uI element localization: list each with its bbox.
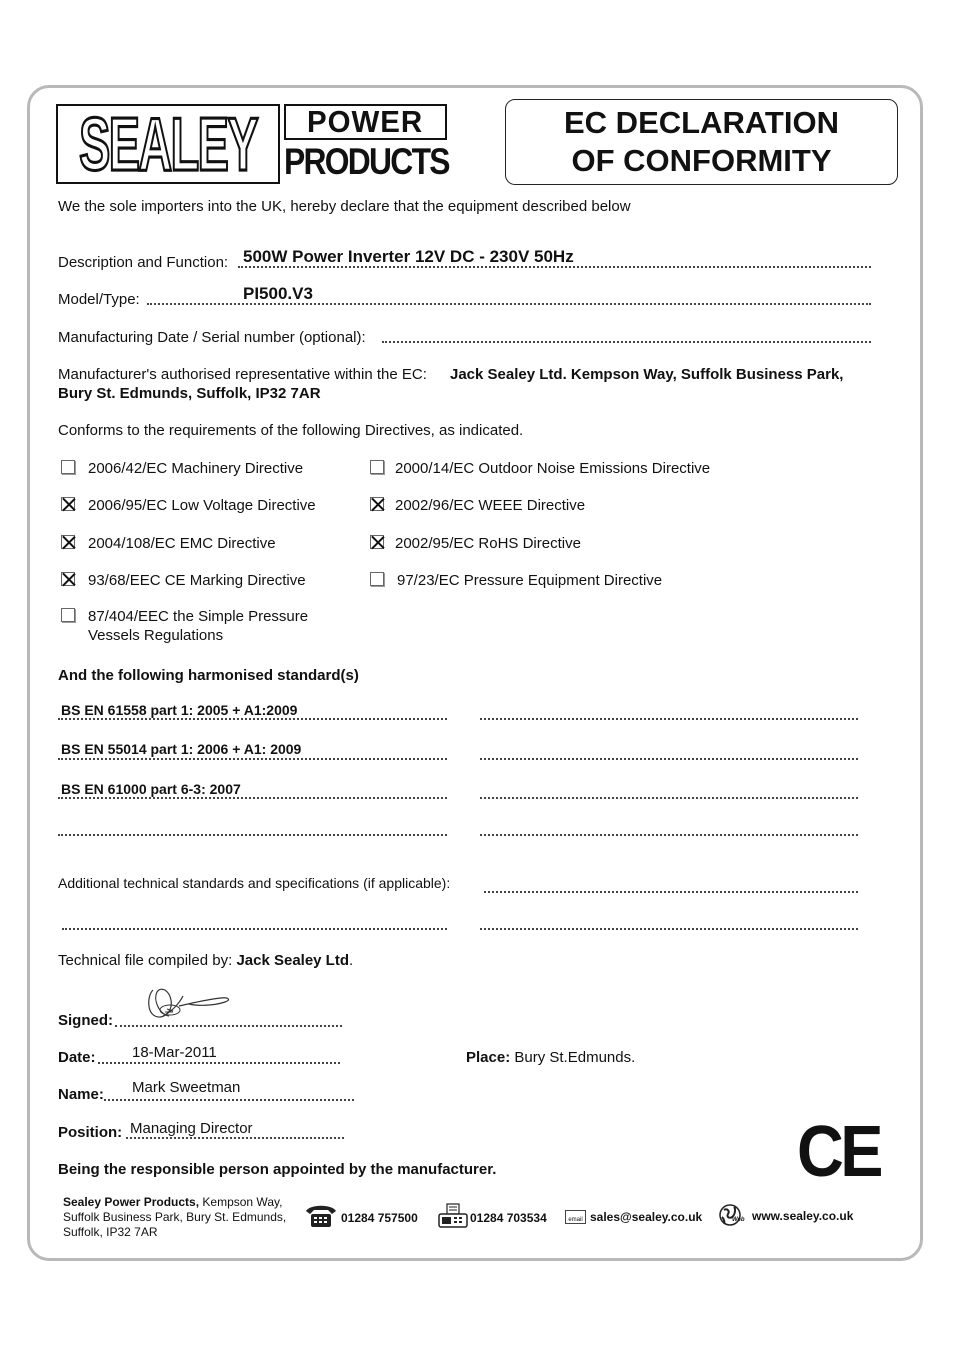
title-box	[505, 99, 898, 185]
products-logo: PRODUCTS	[284, 141, 449, 182]
manufacturing-label: Manufacturing Date / Serial number (optional):	[58, 329, 366, 346]
standard-dots-right-2	[480, 758, 858, 760]
representative-value-1: Jack Sealey Ltd. Kempson Way, Suffolk Business Park,	[450, 366, 844, 383]
additional-label: Additional technical standards and specifications (if applicable):	[58, 875, 451, 891]
directive-ce-marking: 93/68/EEC CE Marking Directive	[88, 572, 306, 589]
name-value: Mark Sweetman	[132, 1079, 241, 1096]
representative-value-2: Bury St. Edmunds, Suffolk, IP32 7AR	[58, 385, 321, 402]
standard-dots-right-4	[480, 834, 858, 836]
place: Place: Bury St.Edmunds.	[466, 1049, 636, 1066]
checkbox-pressure-equipment[interactable]	[370, 572, 384, 586]
date-dots	[98, 1062, 340, 1064]
intro-text: We the sole importers into the UK, hereby declare that the equipment described below	[58, 198, 631, 215]
additional-dots-right-2	[480, 928, 858, 930]
footer-web[interactable]: www.sealey.co.uk	[752, 1209, 854, 1223]
title-line-1: EC DECLARATION	[564, 105, 839, 140]
standards-heading: And the following harmonised standard(s)	[58, 667, 359, 684]
representative-label: Manufacturer's authorised representative within the EC:	[58, 366, 427, 383]
checkbox-machinery[interactable]	[61, 460, 75, 474]
directive-weee: 2002/96/EC WEEE Directive	[395, 497, 586, 514]
directive-simple-pressure-1: 87/404/EEC the Simple Pressure	[88, 608, 309, 625]
signed-dots	[115, 1025, 342, 1027]
fax-icon	[437, 1202, 469, 1230]
signature-image	[143, 982, 235, 1024]
sealey-logo: SEALEY	[56, 104, 280, 184]
standard-3: BS EN 61000 part 6-3: 2007	[61, 781, 241, 797]
standard-dots-left-4	[58, 834, 447, 836]
checkbox-outdoor-noise[interactable]	[370, 460, 384, 474]
web-icon-label: Web	[732, 1217, 745, 1223]
additional-dots-left-2	[62, 928, 447, 930]
footer-email[interactable]: sales@sealey.co.uk	[590, 1210, 703, 1224]
checkbox-weee[interactable]	[370, 497, 384, 511]
footer-phone: 01284 757500	[341, 1211, 418, 1225]
checkbox-simple-pressure[interactable]	[61, 608, 75, 622]
directive-rohs: 2002/95/EC RoHS Directive	[395, 535, 581, 552]
name-label: Name:	[58, 1086, 104, 1103]
description-label: Description and Function:	[58, 254, 229, 271]
position-label: Position:	[58, 1124, 123, 1141]
phone-icon	[304, 1203, 338, 1229]
model-value: PI500.V3	[243, 284, 313, 303]
directive-emc: 2004/108/EC EMC Directive	[88, 535, 276, 552]
standard-dots-left-1	[58, 718, 447, 720]
conforms-text: Conforms to the requirements of the following Directives, as indicated.	[58, 422, 524, 439]
checkbox-low-voltage[interactable]	[61, 497, 75, 511]
globe-icon	[718, 1203, 748, 1229]
title-line-2: OF CONFORMITY	[571, 143, 832, 178]
responsible-statement: Being the responsible person appointed by the manufacturer.	[58, 1161, 497, 1178]
directive-simple-pressure-2: Vessels Regulations	[88, 627, 224, 644]
directive-machinery: 2006/42/EC Machinery Directive	[88, 460, 304, 477]
name-dots	[104, 1099, 354, 1101]
position-dots	[126, 1137, 344, 1139]
footer-address: Sealey Power Products, Kempson Way, Suffolk Business Park, Bury St. Edmunds, Suffolk, IP32 7AR	[63, 1195, 287, 1239]
directive-low-voltage: 2006/95/EC Low Voltage Directive	[88, 497, 316, 514]
date-value: 18-Mar-2011	[132, 1044, 217, 1061]
additional-dots	[484, 891, 858, 893]
standard-dots-right-1	[480, 718, 858, 720]
date-label: Date:	[58, 1049, 96, 1066]
email-icon: email	[565, 1210, 586, 1224]
technical-file: Technical file compiled by: Jack Sealey Ltd.	[58, 952, 354, 969]
standard-dots-right-3	[480, 797, 858, 799]
position-value: Managing Director	[130, 1120, 253, 1137]
ce-mark: CE	[797, 1112, 880, 1192]
signed-label: Signed:	[58, 1012, 113, 1029]
footer-fax: 01284 703534	[470, 1211, 547, 1225]
checkbox-rohs[interactable]	[370, 535, 384, 549]
checkbox-emc[interactable]	[61, 535, 75, 549]
standard-dots-left-2	[58, 758, 447, 760]
description-value: 500W Power Inverter 12V DC - 230V 50Hz	[243, 247, 574, 266]
power-logo: POWER	[284, 104, 447, 140]
model-label: Model/Type:	[58, 291, 140, 308]
standard-1: BS EN 61558 part 1: 2005 + A1:2009	[61, 702, 298, 718]
checkbox-ce-marking[interactable]	[61, 572, 75, 586]
directive-pressure-equipment: 97/23/EC Pressure Equipment Directive	[397, 572, 663, 589]
standard-2: BS EN 55014 part 1: 2006 + A1: 2009	[61, 741, 302, 757]
directive-outdoor-noise: 2000/14/EC Outdoor Noise Emissions Directive	[395, 460, 711, 477]
manufacturing-dots	[382, 341, 871, 343]
standard-dots-left-3	[58, 797, 447, 799]
